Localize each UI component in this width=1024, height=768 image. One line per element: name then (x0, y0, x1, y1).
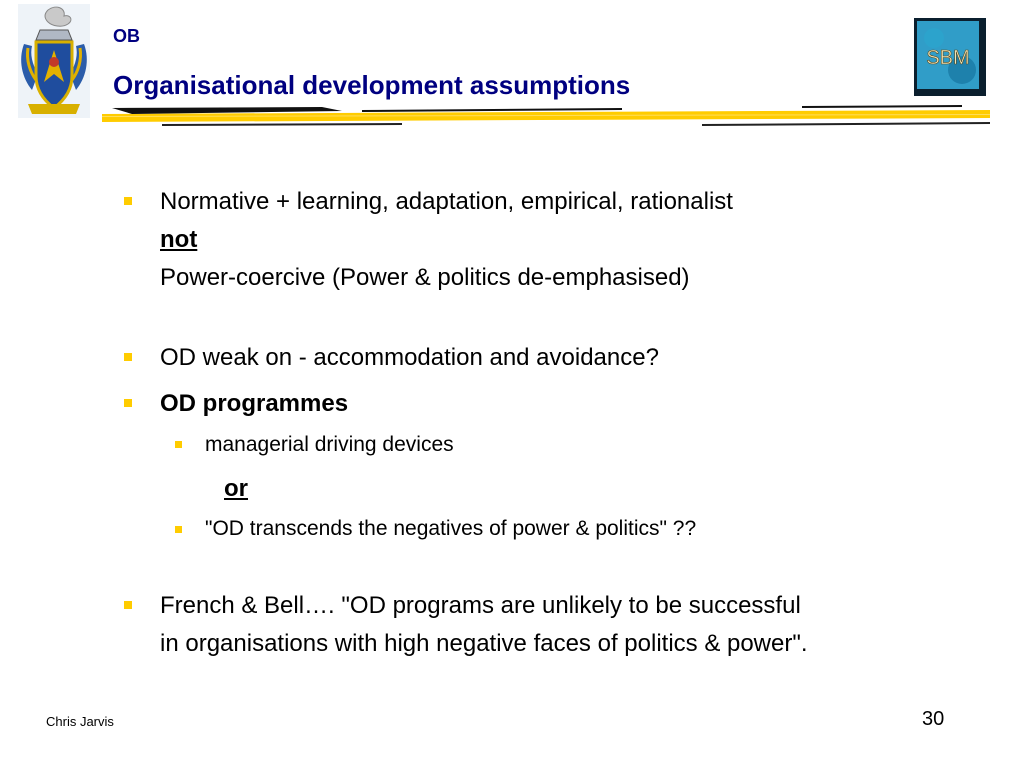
sub-bullet-text: "OD transcends the negatives of power & politics" ?? (205, 517, 697, 540)
connector-or: or (224, 475, 248, 502)
sbm-logo-icon (914, 18, 986, 96)
sub-bullet-marker (175, 526, 182, 533)
title-underline-rule (102, 102, 990, 130)
bullet-marker (124, 353, 132, 361)
bullet-continuation: Power-coercive (Power & politics de-emphasised) (160, 264, 690, 291)
section-label: OB (113, 26, 140, 46)
sub-bullet-marker (175, 441, 182, 448)
bullet-marker (124, 197, 132, 205)
bullet-marker (124, 399, 132, 407)
page-title: Organisational development assumptions (113, 70, 631, 100)
emphasis-not: not (160, 226, 198, 253)
sub-bullet-text: managerial driving devices (205, 433, 454, 456)
university-crest-icon (18, 4, 90, 118)
bullet-text: OD weak on - accommodation and avoidance? (160, 344, 659, 371)
svg-text:SBM: SBM (926, 47, 970, 69)
page-number: 30 (922, 708, 945, 730)
footer-author: Chris Jarvis (46, 714, 114, 729)
bullet-marker (124, 601, 132, 609)
quote-text-line1: French & Bell…. "OD programs are unlikely to be successful (160, 592, 801, 619)
quote-text-line2: in organisations with high negative faces of politics & power". (160, 630, 808, 657)
bullet-text: OD programmes (160, 390, 349, 417)
bullet-text: Normative + learning, adaptation, empirical, rationalist (160, 188, 733, 215)
